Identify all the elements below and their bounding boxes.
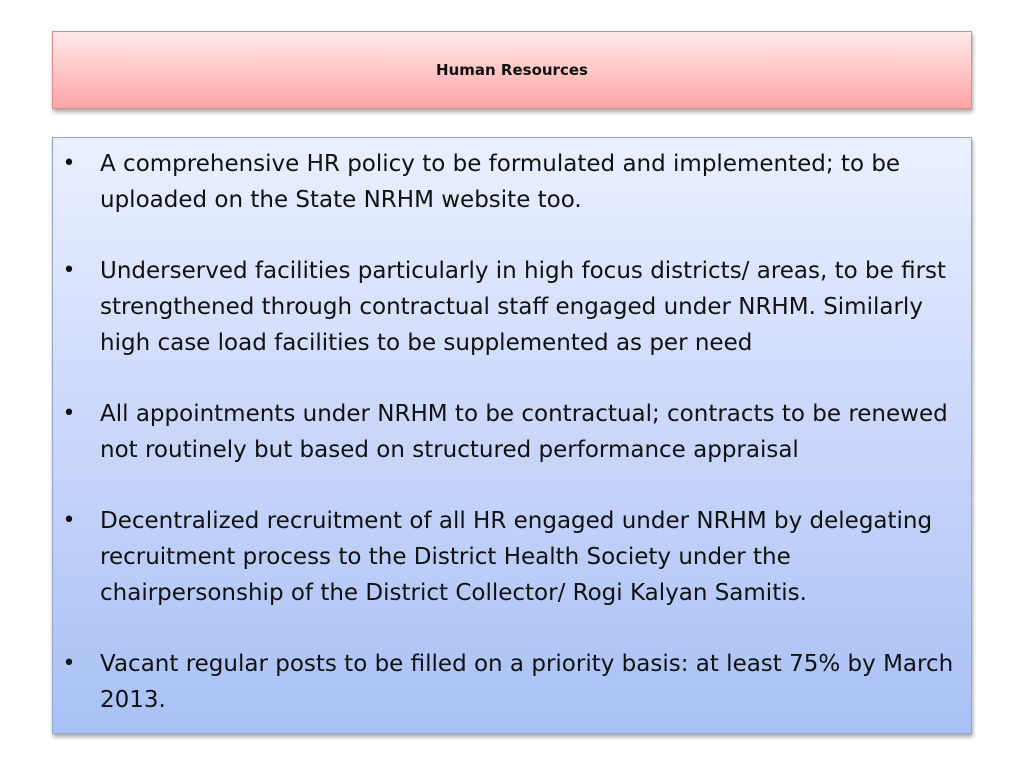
- bullet-text: A comprehensive HR policy to be formulated and implemented; to be uploaded on the State NRHM website too.: [100, 151, 901, 213]
- content-box: [52, 137, 972, 734]
- bullet-dot-icon: •: [62, 401, 76, 426]
- slide-title: Human Resources: [436, 61, 588, 79]
- bullet-dot-icon: •: [62, 258, 76, 283]
- bullet-text: All appointments under NRHM to be contractual; contracts to be renewed not routinely but based on structured performance appraisal: [100, 401, 948, 463]
- bullet-list: [53, 146, 971, 753]
- bullet-text: Underserved facilities particularly in high focus districts/ areas, to be first strengthened through contractual staff engaged under NRHM. Similarly high case load facilities to be supplemented as per need: [100, 258, 947, 356]
- title-box: [52, 31, 972, 109]
- bullet-text: Vacant regular posts to be filled on a priority basis: at least 75% by March 2013.: [100, 651, 954, 713]
- bullet-item: [53, 396, 971, 468]
- bullet-dot-icon: •: [62, 651, 76, 676]
- bullet-text: Decentralized recruitment of all HR engaged under NRHM by delegating recruitment process to the District Health Society under the chairpersonship of the District Collector/ Rogi Kalyan Samitis.: [100, 508, 933, 606]
- bullet-dot-icon: •: [62, 508, 76, 533]
- bullet-dot-icon: •: [62, 151, 76, 176]
- bullet-item: [53, 146, 971, 218]
- bullet-item: [53, 646, 971, 718]
- bullet-item: [53, 253, 971, 361]
- bullet-item: [53, 503, 971, 611]
